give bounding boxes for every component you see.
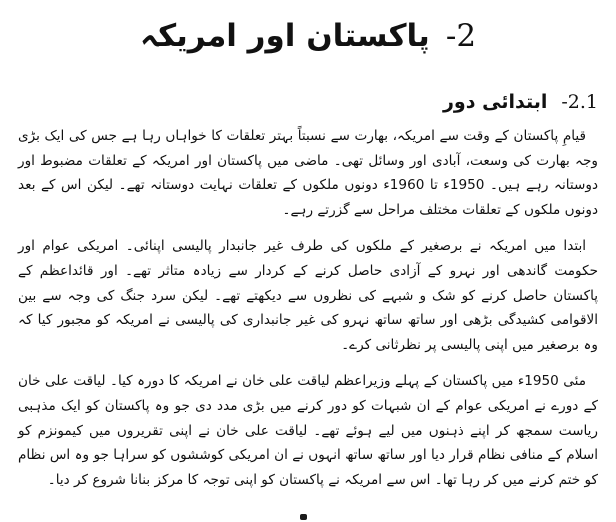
section-number: 2.1- bbox=[561, 91, 598, 113]
chapter-heading bbox=[0, 14, 616, 58]
section-title: ابتدائی دور bbox=[442, 91, 548, 113]
paragraph: قیامِ پاکستان کے وقت سے امریکہ، بھارت سے نسبتاً بہتر تعلقات کا خواہاں رہا ہے جس کی ایک بڑی وجہ بھارت کی وسعت، آبادی اور وسائل تھی۔ ماضی میں پاکستان اور امریکہ کے تعلقات مضبوط اور دوستانہ رہے ہیں۔ 1950ء تا 1960ء دونوں ملکوں کے تعلقات نہایت دوستانہ تھے۔ لیکن اس کے بعد دونوں ملکوں کے تعلقات مختلف مراحل سے گزرتے رہے۔ bbox=[18, 128, 598, 218]
section-heading bbox=[443, 88, 598, 116]
scan-artifact-mark bbox=[300, 514, 307, 520]
chapter-number: 2- bbox=[445, 18, 477, 54]
paragraph: مئی 1950ء میں پاکستان کے پہلے وزیراعظم لیاقت علی خان نے امریکہ کا دورہ کیا۔ لیاقت علی خان کے دورے نے امریکی عوام کے ان شبہات کو دور کرنے میں بڑی مدد دی جو وہ پاکستان کو ایک مذہبی ریاست سمجھ کر اپنے ذہنوں میں لیے ہوئے تھے۔ لیاقت علی خان نے اپنی تقریروں میں کیمونزم کو اسلام کے منافی نظام قرار دیا اور ساتھ ساتھ انہوں نے ان امریکی کوششوں کو سراہا جو وہ اس نظام کو ختم کرنے میں کر رہا تھا۔ اس سے امریکہ نے پاکستان کو اپنی توجہ کا مرکز بنانا شروع کر دیا۔ bbox=[18, 373, 598, 488]
body-text bbox=[18, 124, 598, 492]
chapter-title: پاکستان اور امریکہ bbox=[139, 18, 430, 54]
paragraph: ابتدا میں امریکہ نے برصغیر کے ملکوں کی طرف غیر جانبدار پالیسی اپنائی۔ امریکی عوام اور حکومت گاندھی اور نہرو کے آزادی حاصل کرنے کے کردار سے زیادہ متاثر تھے۔ اور قائداعظم کے پاکستان حاصل کرنے کو شک و شبہے کی نظروں سے دیکھتے تھے۔ لیکن سرد جنگ کی وجہ سے بین الاقوامی کشیدگی بڑھی اور ساتھ ساتھ نہرو کی غیر جانبداری کی پالیسی نے امریکہ کو مجبور کیا کہ وہ برصغیر میں اپنی پالیسی پر نظرثانی کرے۔ bbox=[18, 238, 598, 353]
